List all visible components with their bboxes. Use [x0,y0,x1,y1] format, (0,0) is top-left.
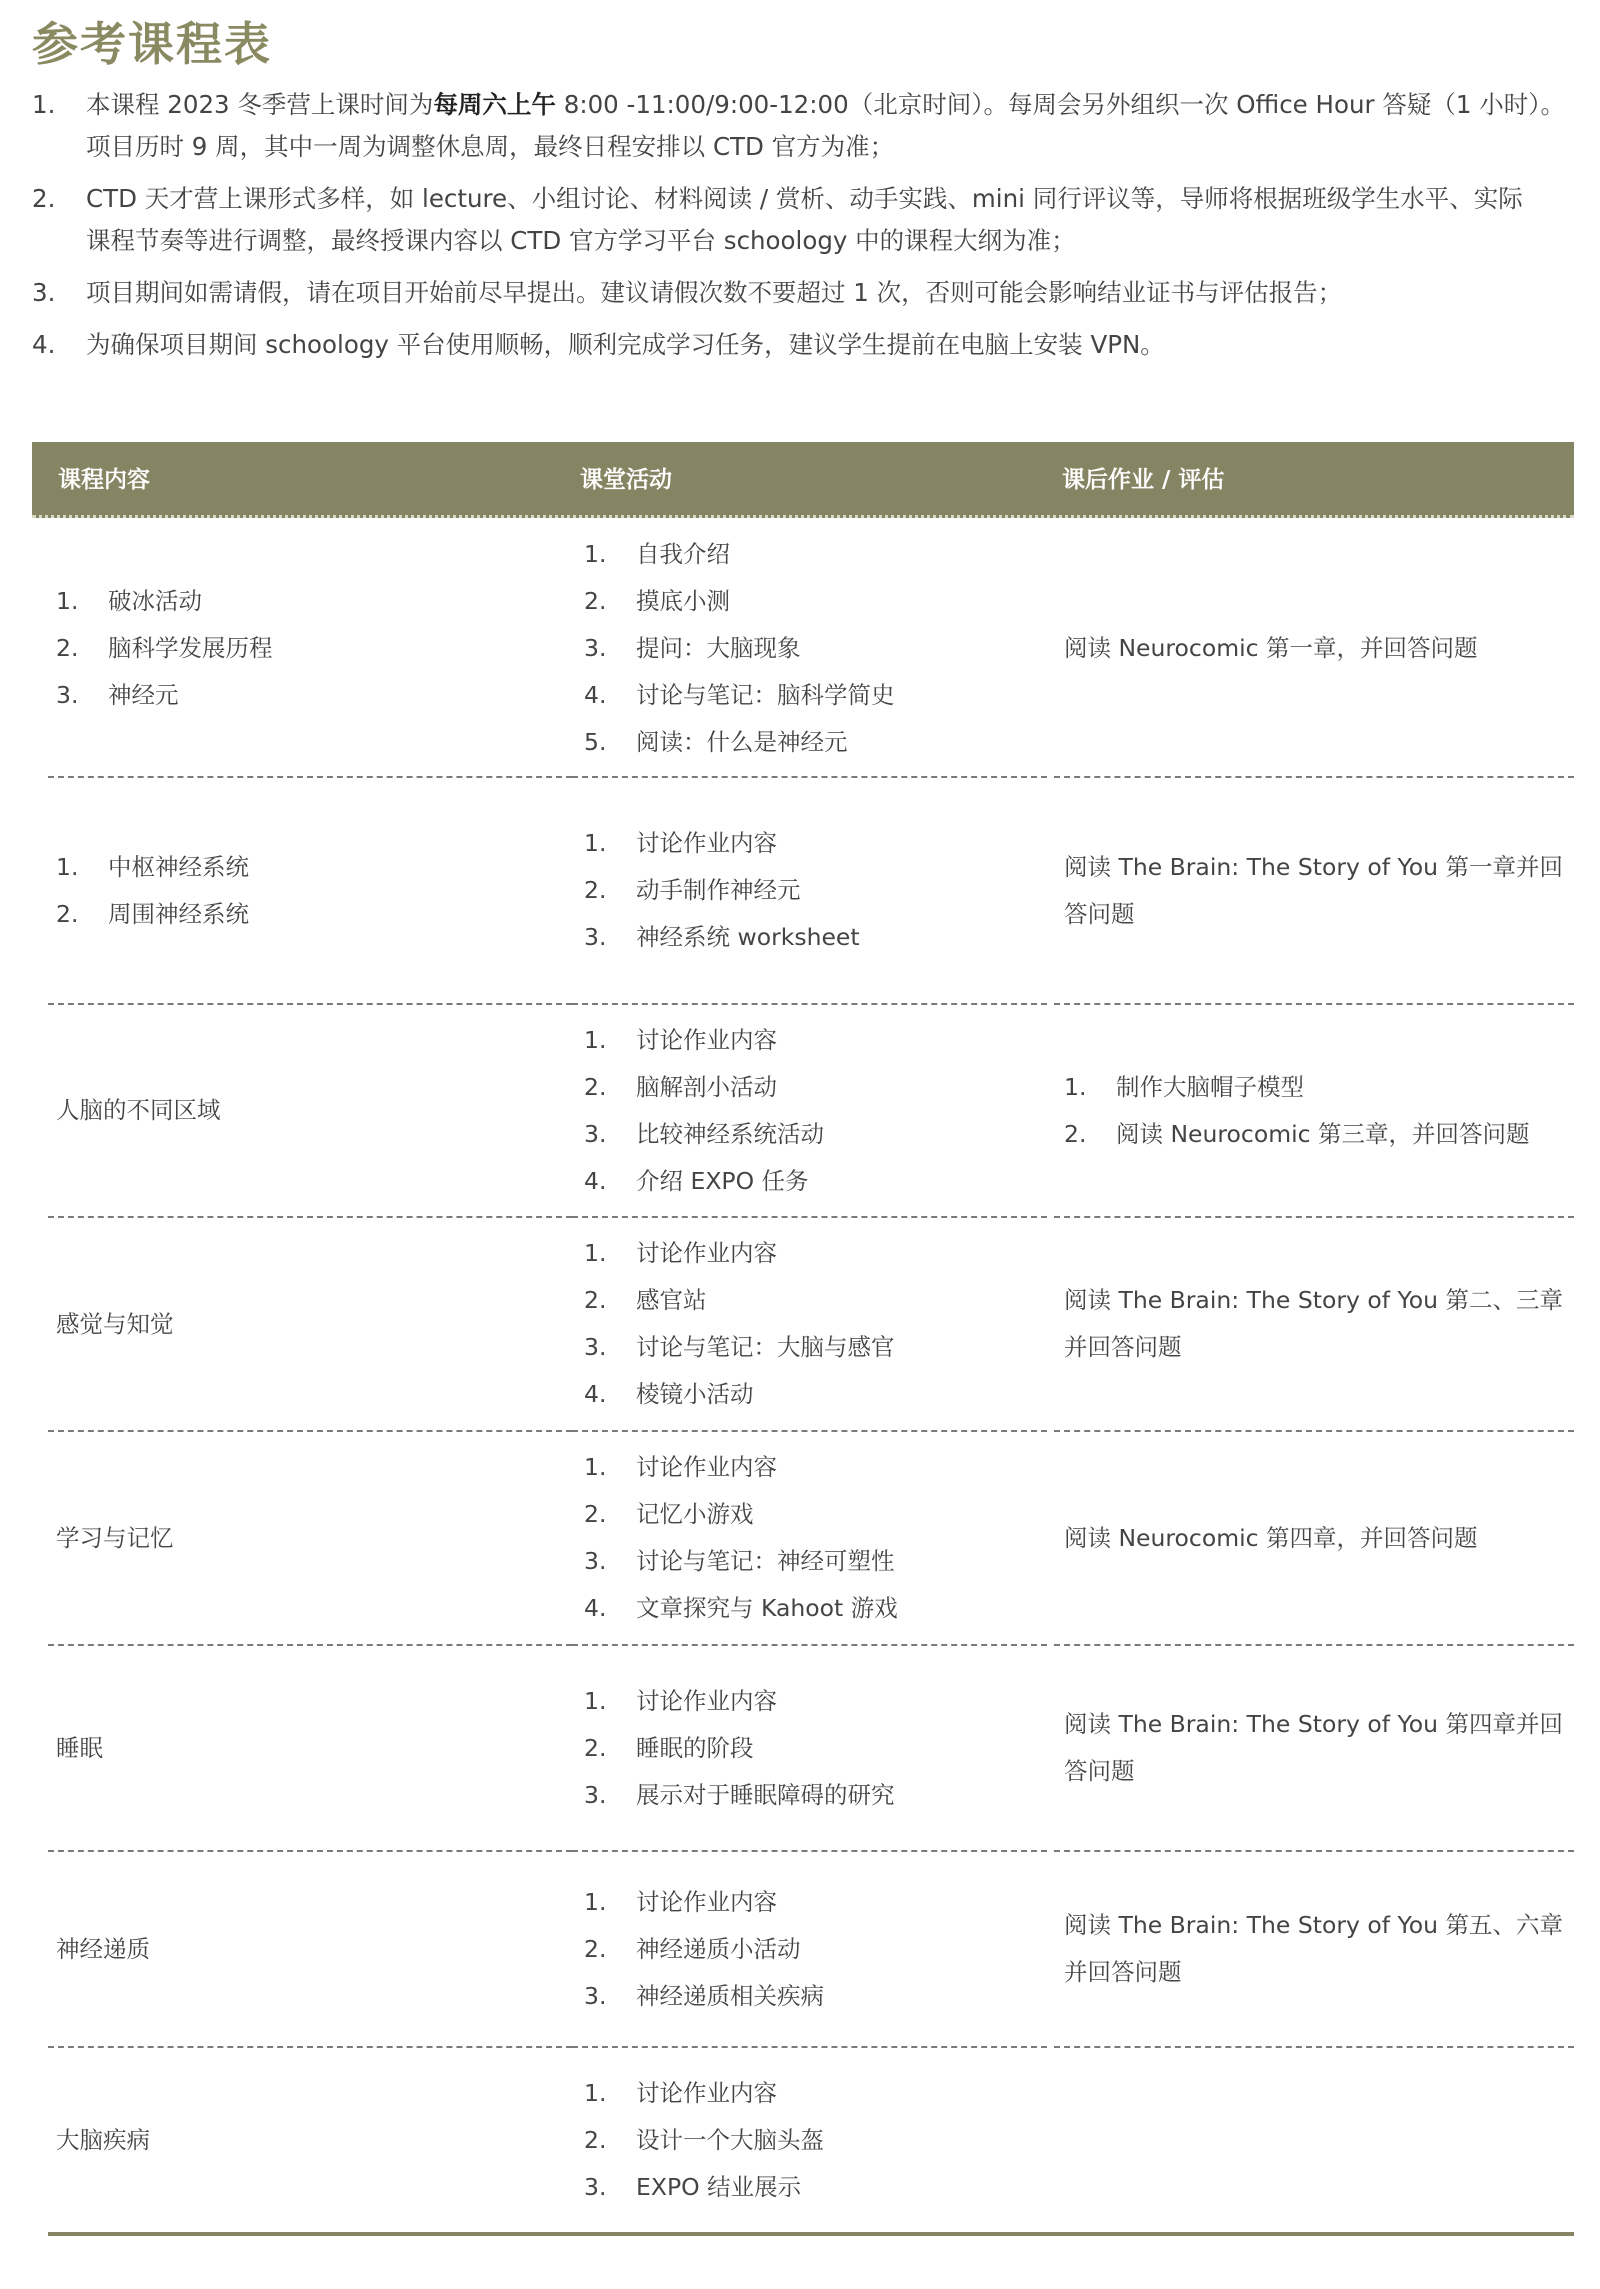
activity-item [584,1538,1047,1585]
table-row [32,2048,1574,2232]
list-text: 脑科学发展历程 [108,633,273,662]
list-number: 1. [584,1686,607,1715]
homework-text: 并回答问题 [1064,1958,1182,1986]
activity-item [584,1491,1047,1538]
list-number: 2. [584,876,607,904]
list-text: 设计一个大脑头盔 [636,2125,824,2154]
cell-homework [1054,1852,1574,2048]
course-content [48,1087,572,1134]
course-content [48,1515,572,1562]
activity-item [584,1926,1047,1973]
activity-list [572,2070,1047,2211]
activity-item [584,1973,1047,2020]
list-text: 自我介绍 [636,539,730,568]
course-content [48,1926,572,1973]
list-number: 1. [56,852,79,881]
list-number: 3. [584,1333,607,1361]
list-text: 神经元 [108,680,179,709]
list-number: 1. [584,1453,607,1481]
header-course-content: 课程内容 [58,467,150,493]
list-number: 2. [56,633,79,662]
list-text: 周围神经系统 [108,899,249,928]
note-number: 1. [32,90,56,119]
table-row [32,1852,1574,2048]
cell-course-content [48,2048,572,2232]
list-number: 2. [584,1733,607,1762]
note-number: 2. [32,184,56,213]
list-text: 讨论作业内容 [636,2078,777,2107]
cell-course-content [48,778,572,1005]
cell-homework [1054,520,1574,778]
homework [1054,1515,1574,1562]
list-number: 2. [584,1072,607,1101]
course-content [48,1725,572,1772]
list-text: 神经系统 worksheet [636,923,860,951]
table-row [32,1432,1574,1646]
activity-item [584,1725,1047,1772]
cell-course-content [48,1852,572,2048]
list-text: 脑解剖小活动 [636,1072,777,1101]
list-number: 1. [1064,1072,1087,1101]
note-text: 项目历时 9 周，其中一周为调整休息周，最终日程安排以 CTD 官方为准； [86,132,895,161]
table-bottom-rule [48,2232,1574,2236]
list-number: 1. [584,1887,607,1916]
activity-item [584,914,1047,961]
homework-text: 阅读 Neurocomic 第一章，并回答问题 [1064,633,1478,662]
table-row [32,1218,1574,1432]
homework-text: 答问题 [1064,1757,1135,1785]
list-number: 2. [584,586,607,615]
note-text: 为确保项目期间 schoology 平台使用顺畅，顺利完成学习任务，建议学生提前在电脑上安装 VPN。 [86,330,1165,359]
activity-item [584,1772,1047,1819]
list-number: 3. [584,1981,607,2010]
note-text: 课程节奏等进行调整，最终授课内容以 CTD 官方学习平台 schoology 中的课程大纲为准； [86,226,1076,255]
note-text: 项目期间如需请假，请在项目开始前尽早提出。建议请假次数不要超过 1 次，否则可能会影响结业证书与评估报告； [86,278,1343,307]
list-number: 2. [584,1286,607,1314]
list-text: 讨论作业内容 [636,829,777,857]
activity-list [572,1879,1047,2020]
list-number: 3. [584,2172,607,2201]
activity-item [584,867,1047,914]
activity-item [584,1230,1047,1277]
homework [1054,1064,1574,1158]
table-row [32,1005,1574,1218]
course-content [48,2117,572,2164]
header-homework: 课后作业 / 评估 [1062,467,1225,493]
list-number: 3. [584,1547,607,1575]
list-text: 讨论作业内容 [636,1239,777,1267]
homework [1054,1277,1574,1371]
cell-course-content [48,1646,572,1852]
list-text: 讨论作业内容 [636,1887,777,1916]
content-text: 睡眠 [56,1733,103,1762]
activity-list [572,820,1047,961]
list-text: 讨论与笔记：大脑与感官 [636,1333,895,1361]
activity-item [584,1064,1047,1111]
homework-item [1064,1064,1564,1111]
activity-item [584,1444,1047,1491]
activity-list [572,1678,1047,1819]
content-text: 大脑疾病 [56,2125,150,2154]
activity-item [584,1879,1047,1926]
cell-homework [1054,778,1574,1005]
homework-text: 阅读 The Brain: The Story of You 第四章并回 [1064,1710,1563,1738]
activity-list [572,531,1047,766]
list-text: 文章探究与 Kahoot 游戏 [636,1594,898,1622]
cell-class-activities [572,1646,1047,1852]
cell-homework [1054,1432,1574,1646]
list-text: 神经递质小活动 [636,1934,801,1963]
cell-course-content [48,1432,572,1646]
cell-course-content [48,1005,572,1218]
note-emphasis: 每周六上午 [433,90,556,119]
table-row [32,778,1574,1005]
cell-homework [1054,1005,1574,1218]
list-text: 摸底小测 [636,586,730,615]
activity-item [584,578,1047,625]
content-text: 感觉与知觉 [56,1309,174,1338]
list-number: 4. [584,680,607,709]
list-number: 1. [56,586,79,615]
list-number: 1. [584,539,607,568]
activity-item [584,2164,1047,2211]
activity-item [584,2117,1047,2164]
list-text: 动手制作神经元 [636,876,801,904]
content-text: 人脑的不同区域 [56,1096,221,1124]
content-item [56,625,572,672]
list-text: 睡眠的阶段 [636,1733,754,1762]
list-number: 4. [584,1380,607,1408]
list-number: 2. [584,1934,607,1963]
activity-item [584,820,1047,867]
activity-item [584,2070,1047,2117]
activity-item [584,672,1047,719]
note-item [32,324,1572,366]
homework-text: 阅读 Neurocomic 第四章，并回答问题 [1064,1523,1478,1552]
note-number: 3. [32,278,56,307]
list-text: 比较神经系统活动 [636,1119,824,1148]
list-number: 2. [56,899,79,928]
homework-item [1064,1111,1564,1158]
homework-text: 阅读 The Brain: The Story of You 第二、三章 [1064,1286,1563,1314]
list-text: 记忆小游戏 [636,1500,754,1528]
table-row [32,1646,1574,1852]
list-text: 讨论作业内容 [636,1453,777,1481]
homework-text: 答问题 [1064,899,1135,928]
list-text: 讨论作业内容 [636,1025,777,1054]
activity-list [572,1230,1047,1418]
notes-list [32,84,1572,376]
list-number: 2. [1064,1119,1087,1148]
homework-text: 阅读 The Brain: The Story of You 第一章并回 [1064,852,1563,881]
content-item [56,844,572,891]
cell-course-content [48,1218,572,1432]
note-text: CTD 天才营上课形式多样，如 lecture、小组讨论、材料阅读 / 赏析、动手实践、mini 同行评议等，导师将根据班级学生水平、实际 [86,184,1523,213]
list-text: 神经递质相关疾病 [636,1981,824,2010]
note-item [32,272,1572,314]
homework-text: 并回答问题 [1064,1333,1182,1361]
list-text: 阅读 Neurocomic 第三章，并回答问题 [1116,1119,1530,1148]
list-text: 展示对于睡眠障碍的研究 [636,1780,895,1809]
cell-class-activities [572,1432,1047,1646]
list-number: 2. [584,1500,607,1528]
list-text: 提问：大脑现象 [636,633,801,662]
list-number: 3. [584,1780,607,1809]
list-number: 4. [584,1594,607,1622]
list-number: 1. [584,2078,607,2107]
note-text: 8:00 -11:00/9:00-12:00（北京时间）。每周会另外组织一次 Office Hour 答疑（1 小时）。 [555,90,1565,119]
activity-item [584,625,1047,672]
list-number: 3. [56,680,79,709]
table-row [32,520,1574,778]
list-text: 阅读：什么是神经元 [636,727,848,756]
course-content [48,1301,572,1348]
content-text: 学习与记忆 [56,1523,174,1552]
homework [1054,625,1574,672]
activity-item [584,1678,1047,1725]
activity-item [584,1277,1047,1324]
list-number: 4. [584,1166,607,1195]
cell-class-activities [572,2048,1047,2232]
activity-item [584,1371,1047,1418]
list-text: 制作大脑帽子模型 [1116,1072,1304,1101]
cell-class-activities [572,520,1047,778]
list-number: 5. [584,727,607,756]
list-text: 讨论作业内容 [636,1686,777,1715]
activity-item [584,1017,1047,1064]
activity-item [584,719,1047,766]
list-text: 讨论与笔记：脑科学简史 [636,680,895,709]
content-item [56,672,572,719]
homework-text: 阅读 The Brain: The Story of You 第五、六章 [1064,1911,1563,1939]
list-number: 1. [584,1239,607,1267]
note-item [32,84,1572,168]
content-item [56,578,572,625]
course-content [48,844,572,938]
cell-homework [1054,1218,1574,1432]
activity-item [584,1111,1047,1158]
list-number: 3. [584,923,607,951]
list-number: 3. [584,633,607,662]
table-header [32,442,1574,518]
list-number: 1. [584,1025,607,1054]
list-text: 棱镜小活动 [636,1380,754,1408]
list-text: EXPO 结业展示 [636,2172,802,2201]
content-item [56,891,572,938]
cell-homework [1054,1646,1574,1852]
page-title: 参考课程表 [32,17,272,71]
note-text: 本课程 2023 冬季营上课时间为 [86,90,434,119]
list-text: 介绍 EXPO 任务 [636,1166,809,1195]
note-number: 4. [32,330,56,359]
cell-homework [1054,2048,1574,2232]
cell-class-activities [572,1852,1047,2048]
list-number: 2. [584,2125,607,2154]
activity-item [584,1324,1047,1371]
list-text: 中枢神经系统 [108,852,249,881]
activity-list [572,1444,1047,1632]
activity-item [584,1158,1047,1205]
cell-course-content [48,520,572,778]
activity-list [572,1017,1047,1205]
list-text: 讨论与笔记：神经可塑性 [636,1547,895,1575]
header-class-activities: 课堂活动 [580,467,672,493]
cell-class-activities [572,1005,1047,1218]
homework [1054,844,1574,938]
content-text: 神经递质 [56,1934,150,1963]
cell-class-activities [572,1218,1047,1432]
list-text: 破冰活动 [108,586,202,615]
course-content [48,578,572,719]
note-item [32,178,1572,262]
list-text: 感官站 [636,1286,707,1314]
homework [1054,1902,1574,1996]
activity-item [584,531,1047,578]
list-number: 1. [584,829,607,857]
homework [1054,1701,1574,1795]
activity-item [584,1585,1047,1632]
list-number: 3. [584,1119,607,1148]
cell-class-activities [572,778,1047,1005]
